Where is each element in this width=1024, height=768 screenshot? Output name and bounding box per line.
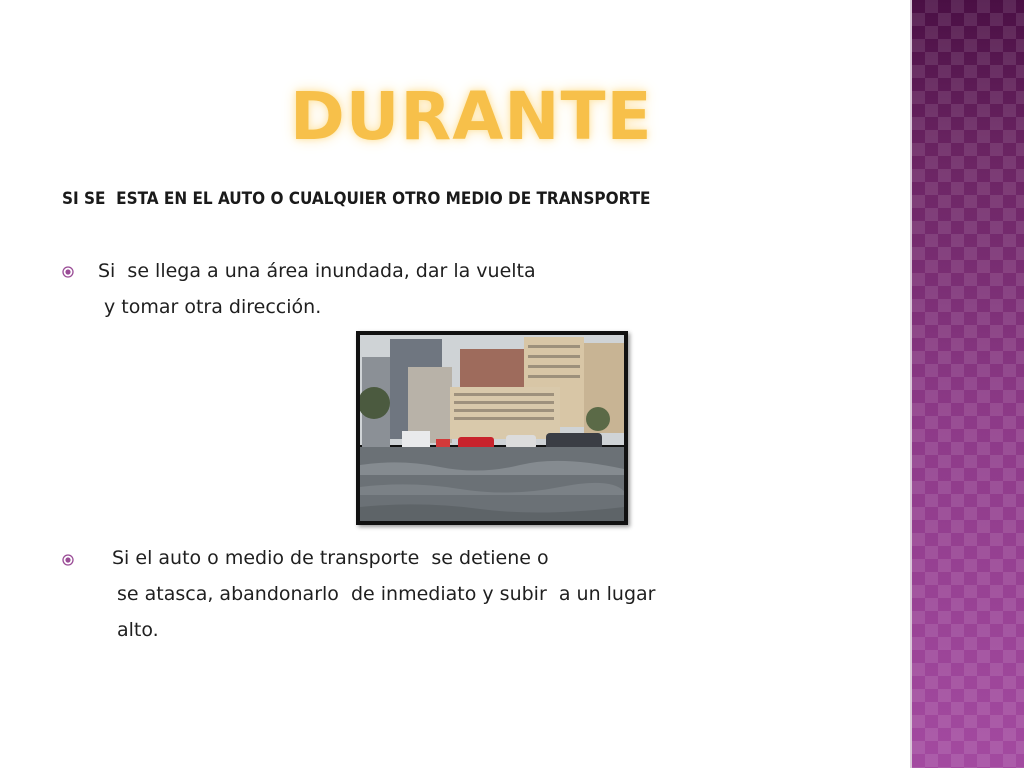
bullet-1-line-1: Si se llega a una área inundada, dar la vuelta (98, 260, 536, 282)
flooded-street-photo (356, 331, 628, 525)
bullet-2-line-3: alto. (117, 619, 159, 641)
bullet-1-line-2: y tomar otra dirección. (104, 296, 322, 318)
decorative-side-band (912, 0, 1024, 768)
slide-subtitle: SI SE ESTA EN EL AUTO O CUALQUIER OTRO MEDIO DE TRANSPORTE (62, 189, 651, 209)
slide-title: DURANTE (290, 78, 653, 155)
bullet-icon (62, 266, 74, 278)
bullet-2-line-1: Si el auto o medio de transporte se detiene o (112, 547, 549, 569)
bullet-2-line-2: se atasca, abandonarlo de inmediato y subir a un lugar (117, 583, 656, 605)
bullet-icon (62, 554, 74, 566)
